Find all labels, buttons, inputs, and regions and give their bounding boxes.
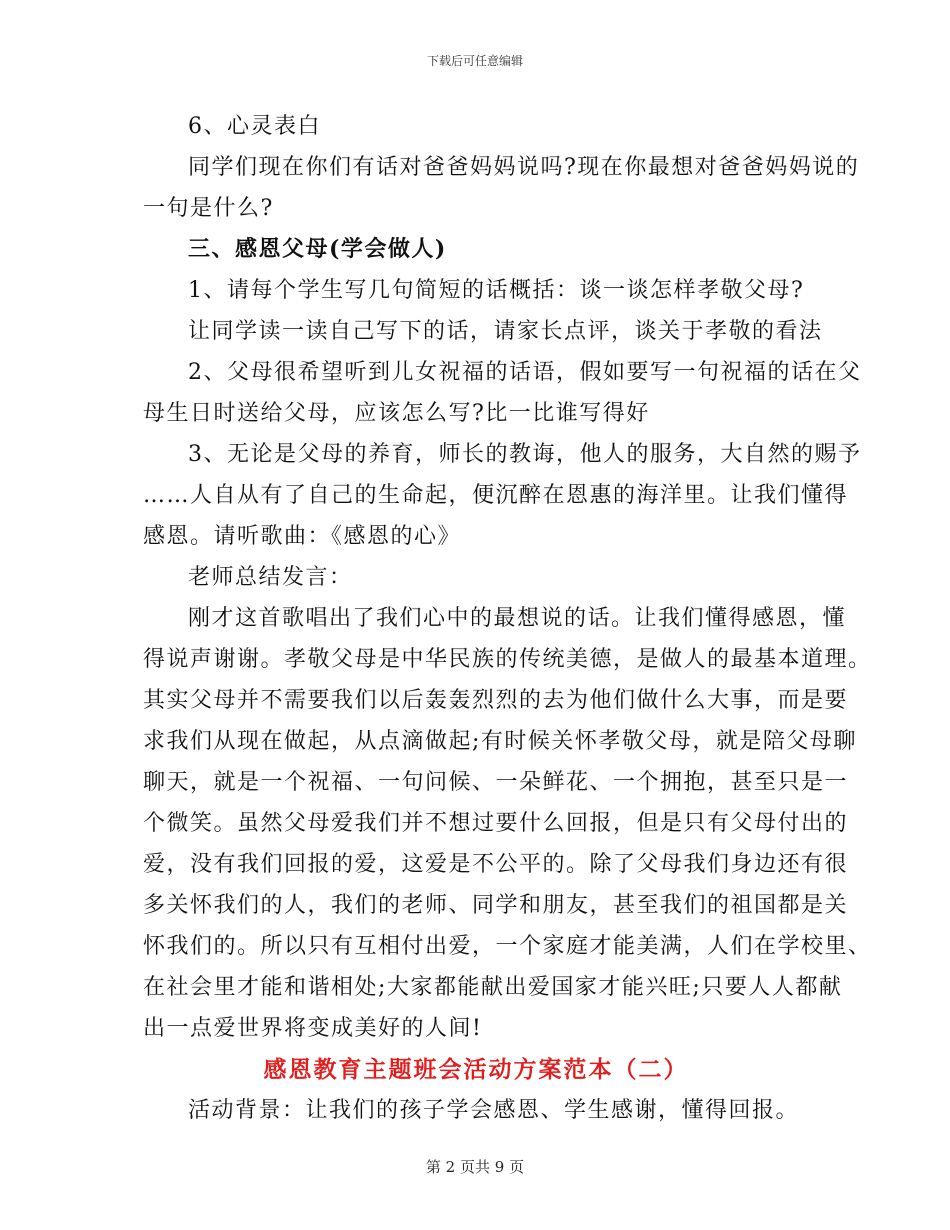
paragraph-line: 得说声谢谢。孝敬父母是中华民族的传统美德，是做人的最基本道理。 <box>143 647 872 672</box>
paragraph-line: 一句是什么? <box>143 196 274 221</box>
document-body <box>143 106 872 1131</box>
paragraph-line: 感恩。请听歌曲：《感恩的心》 <box>143 524 462 549</box>
paragraph-line: 3、无论是父母的养育，师长的教诲，他人的服务，大自然的赐予 <box>188 442 862 467</box>
paragraph-line: 6、心灵表白 <box>188 114 321 139</box>
paragraph-line: 同学们现在你们有话对爸爸妈妈说吗?现在你最想对爸爸妈妈说的 <box>188 155 860 180</box>
paragraph-line: 个微笑。虽然父母爱我们并不想过要什么回报，但是只有父母付出的 <box>143 811 849 836</box>
section-title: 感恩教育主题班会活动方案范本（二） <box>263 1056 689 1083</box>
paragraph-line: 怀我们的。所以只有互相付出爱，一个家庭才能美满，人们在学校里、 <box>143 934 872 959</box>
paragraph-line: 活动背景：让我们的孩子学会感恩、学生感谢，懂得回报。 <box>188 1098 800 1123</box>
paragraph-line: 2、父母很希望听到儿女祝福的话语，假如要写一句祝福的话在父 <box>188 360 862 385</box>
page-header: 下载后可任意编辑 <box>426 54 523 68</box>
page-footer: 第 2 页共 9 页 <box>425 1158 525 1176</box>
paragraph-line: 老师总结发言： <box>188 565 353 590</box>
paragraph-line: 爱，没有我们回报的爱，这爱是不公平的。除了父母我们身边还有很 <box>143 852 849 877</box>
section-heading: 三、感恩父母(学会做人) <box>188 236 447 262</box>
paragraph-line: 在社会里才能和谐相处;大家都能献出爱国家才能兴旺;只要人人都献 <box>143 975 843 1000</box>
paragraph-line: 出一点爱世界将变成美好的人间! <box>143 1016 483 1041</box>
paragraph-line: 多关怀我们的人，我们的老师、同学和朋友，甚至我们的祖国都是关 <box>143 893 849 918</box>
paragraph-line: ……人自从有了自己的生命起，便沉醉在恩惠的海洋里。让我们懂得 <box>143 483 849 508</box>
paragraph-line: 聊天，就是一个祝福、一句问候、一朵鲜花、一个拥抱，甚至只是一 <box>143 770 849 795</box>
paragraph-line: 母生日时送给父母，应该怎么写?比一比谁写得好 <box>143 401 650 426</box>
paragraph-line: 让同学读一读自己写下的话，请家长点评，谈关于孝敬的看法 <box>188 319 823 344</box>
paragraph-line: 1、请每个学生写几句简短的话概括：谈一谈怎样孝敬父母? <box>188 278 805 303</box>
paragraph-line: 刚才这首歌唱出了我们心中的最想说的话。让我们懂得感恩，懂 <box>188 606 847 631</box>
paragraph-line: 求我们从现在做起，从点滴做起;有时候关怀孝敬父母，就是陪父母聊 <box>143 729 857 754</box>
paragraph-line: 其实父母并不需要我们以后轰轰烈烈的去为他们做什么大事，而是要 <box>143 688 849 713</box>
